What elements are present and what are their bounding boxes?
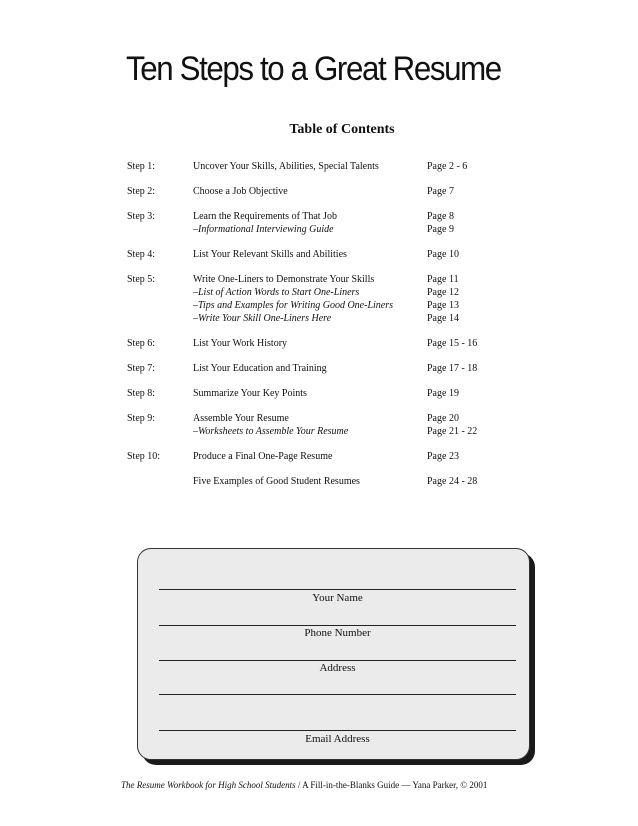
step-label: Step 1: bbox=[127, 161, 156, 172]
toc-entry bbox=[193, 475, 527, 488]
toc-entry bbox=[193, 337, 527, 350]
toc-row bbox=[127, 160, 527, 173]
step-label: Step 8: bbox=[127, 388, 156, 399]
address-line-1 bbox=[159, 660, 516, 661]
address-line-2 bbox=[159, 694, 516, 695]
footer-book-title: The Resume Workbook for High School Students bbox=[121, 780, 296, 790]
toc-entry bbox=[193, 387, 527, 400]
entry-text: List Your Relevant Skills and Abilities bbox=[193, 249, 347, 260]
email-line bbox=[159, 730, 516, 731]
toc-heading: Table of Contents bbox=[289, 122, 395, 137]
toc-row bbox=[127, 412, 527, 438]
step-label: Step 4: bbox=[127, 249, 156, 260]
entry-text: –Informational Interviewing Guide bbox=[193, 224, 334, 235]
entry-text: Produce a Final One-Page Resume bbox=[193, 451, 333, 462]
toc-row bbox=[127, 337, 527, 350]
address-label: Address bbox=[319, 662, 356, 674]
entry-text: –Write Your Skill One-Liners Here bbox=[193, 313, 332, 324]
entry-page: Page 12 bbox=[427, 287, 459, 298]
phone-line bbox=[159, 625, 516, 626]
contact-form-box bbox=[137, 548, 530, 760]
entry-page: Page 10 bbox=[427, 249, 459, 260]
toc-entry bbox=[193, 210, 527, 223]
entry-text: Summarize Your Key Points bbox=[193, 388, 307, 399]
entry-page: Page 11 bbox=[427, 274, 459, 285]
step-label: Step 5: bbox=[127, 274, 156, 285]
toc-entry bbox=[193, 185, 527, 198]
toc-entry bbox=[193, 248, 527, 261]
step-label: Step 3: bbox=[127, 211, 156, 222]
toc-row bbox=[127, 273, 527, 325]
step-label: Step 10: bbox=[127, 451, 161, 462]
step-entries bbox=[193, 412, 527, 438]
entry-page: Page 13 bbox=[427, 300, 459, 311]
entry-page: Page 21 - 22 bbox=[427, 426, 478, 437]
step-entries bbox=[193, 160, 527, 173]
toc-entry bbox=[193, 160, 527, 173]
entry-page: Page 19 bbox=[427, 388, 459, 399]
entry-text: –Tips and Examples for Writing Good One-Liners bbox=[193, 300, 394, 311]
toc-row bbox=[127, 248, 527, 261]
toc-row bbox=[127, 387, 527, 400]
toc-sub-entry bbox=[193, 299, 527, 312]
your-name-label: Your Name bbox=[312, 592, 363, 604]
entry-page: Page 7 bbox=[427, 186, 454, 197]
toc-row bbox=[127, 475, 527, 488]
entry-page: Page 23 bbox=[427, 451, 459, 462]
toc-row bbox=[127, 185, 527, 198]
entry-page: Page 24 - 28 bbox=[427, 476, 478, 487]
entry-text: List Your Work History bbox=[193, 338, 288, 349]
entry-page: Page 14 bbox=[427, 313, 459, 324]
table-of-contents bbox=[127, 160, 527, 500]
toc-sub-entry bbox=[193, 286, 527, 299]
email-address-label: Email Address bbox=[305, 733, 370, 745]
entry-text: Learn the Requirements of That Job bbox=[193, 211, 337, 222]
entry-page: Page 8 bbox=[427, 211, 454, 222]
entry-text: Write One-Liners to Demonstrate Your Skills bbox=[193, 274, 375, 285]
footer-credit: / A Fill-in-the-Blanks Guide — Yana Parker, © 2001 bbox=[295, 780, 488, 790]
entry-page: Page 17 - 18 bbox=[427, 363, 478, 374]
toc-entry bbox=[193, 362, 527, 375]
entry-page: Page 2 - 6 bbox=[427, 161, 468, 172]
entry-page: Page 15 - 16 bbox=[427, 338, 478, 349]
toc-entry bbox=[193, 273, 527, 286]
entry-text: –List of Action Words to Start One-Liners bbox=[193, 287, 360, 298]
step-label: Step 6: bbox=[127, 338, 156, 349]
entry-text: Choose a Job Objective bbox=[193, 186, 288, 197]
step-entries bbox=[193, 210, 527, 236]
toc-sub-entry bbox=[193, 425, 527, 438]
step-entries bbox=[193, 248, 527, 261]
step-entries bbox=[193, 475, 527, 488]
step-entries bbox=[193, 337, 527, 350]
entry-text: Five Examples of Good Student Resumes bbox=[193, 476, 360, 487]
toc-row bbox=[127, 210, 527, 236]
toc-row bbox=[127, 450, 527, 463]
step-label: Step 2: bbox=[127, 186, 156, 197]
entry-page: Page 9 bbox=[427, 224, 454, 235]
step-entries bbox=[193, 273, 527, 325]
footer bbox=[121, 780, 487, 790]
step-entries bbox=[193, 185, 527, 198]
toc-sub-entry bbox=[193, 223, 527, 236]
entry-text: Assemble Your Resume bbox=[193, 413, 289, 424]
toc-entry bbox=[193, 412, 527, 425]
entry-page: Page 20 bbox=[427, 413, 459, 424]
name-line bbox=[159, 589, 516, 590]
step-label: Step 9: bbox=[127, 413, 156, 424]
toc-row bbox=[127, 362, 527, 375]
entry-text: –Worksheets to Assemble Your Resume bbox=[193, 426, 349, 437]
entry-text: List Your Education and Training bbox=[193, 363, 327, 374]
toc-entry bbox=[193, 450, 527, 463]
phone-number-label: Phone Number bbox=[304, 627, 371, 639]
step-entries bbox=[193, 387, 527, 400]
page-title: Ten Steps to a Great Resume bbox=[126, 50, 501, 88]
entry-text: Uncover Your Skills, Abilities, Special Talents bbox=[193, 161, 379, 172]
step-entries bbox=[193, 450, 527, 463]
step-label: Step 7: bbox=[127, 363, 156, 374]
toc-sub-entry bbox=[193, 312, 527, 325]
step-entries bbox=[193, 362, 527, 375]
